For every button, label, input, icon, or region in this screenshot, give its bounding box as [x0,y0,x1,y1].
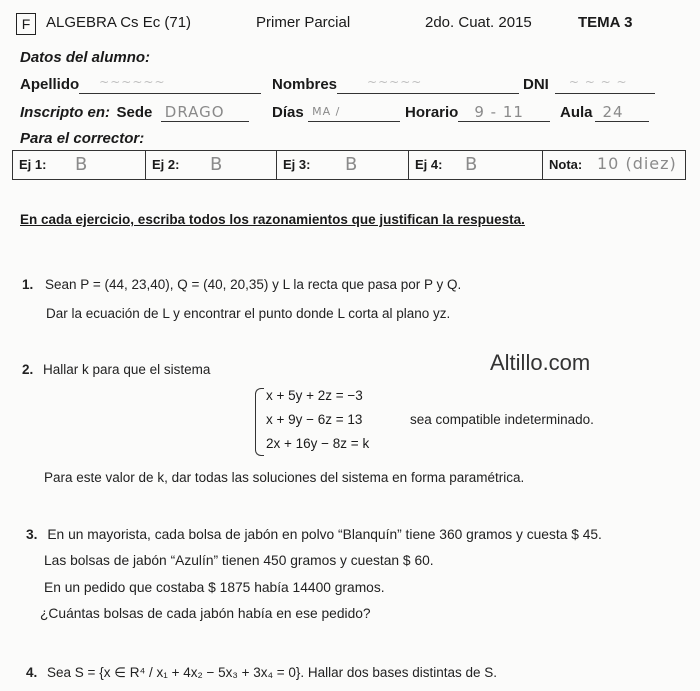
exercise-2-text: Hallar k para que el sistema [43,362,211,377]
apellido-row [20,76,261,94]
exercise-4-number: 4. [26,665,38,680]
horario-label: Horario [405,104,459,121]
exercise-1-number: 1. [22,277,34,292]
altillo-watermark: Altillo.com [490,350,591,375]
term: 2do. Cuat. 2015 [425,14,532,31]
exercise-3-line4: ¿Cuántas bolsas de cada jabón había en ese pedido? [40,606,371,621]
sede-value: DRAGO [164,103,225,121]
exercise-3-text: En un mayorista, cada bolsa de jabón en polvo “Blanquín” tiene 360 gramos y cuesta $ 45. [47,527,602,542]
system-eq2: x + 9y − 6z = 13 [266,412,363,427]
nota-label: Nota: [549,157,583,172]
apellido-field[interactable]: ~~~~~~ [79,79,261,94]
dias-value: MA / [312,105,341,118]
aula-field[interactable] [595,103,649,122]
nombres-label: Nombres [272,76,338,93]
dni-label: DNI [523,76,549,93]
dni-field[interactable]: ~ ~ ~ ~ [555,79,655,94]
exercise-3-line2: Las bolsas de jabón “Azulín” tienen 450 gramos y cuestan $ 60. [44,553,434,568]
horario-value: 9 - 11 [474,103,524,121]
exercise-1-line1 [22,277,461,292]
system-condition: sea compatible indeterminado. [410,412,594,427]
grader-table [12,150,686,180]
ej1-label: Ej 1: [19,157,47,172]
ej4-label: Ej 4: [415,157,443,172]
dias-field[interactable] [308,107,400,122]
instruction: En cada ejercicio, escriba todos los razonamientos que justifican la respuesta. [20,212,525,227]
horario-row [405,104,550,122]
student-section-title: Datos del alumno: [20,49,151,66]
dias-row [272,104,400,122]
sede-field[interactable] [161,103,249,122]
exam-version-box: F [16,13,36,35]
grade-cell-ej1 [13,151,146,179]
dni-row [523,76,655,94]
nombres-row [272,76,519,94]
exercise-4-text: Sea S = {x ∈ R⁴ / x₁ + 4x₂ − 5x₃ + 3x₄ = 0}. Hallar dos bases distintas de S. [47,665,498,680]
corrector-title: Para el corrector: [20,130,145,147]
ej1-mark: B [75,154,89,175]
ej4-mark: B [465,154,479,175]
grade-cell-ej4 [409,151,543,179]
nombres-field[interactable]: ~~~~~ [337,79,519,94]
horario-field[interactable] [458,103,550,122]
system-brace [255,388,264,456]
grade-cell-ej3 [277,151,409,179]
exercise-3-line1 [26,527,602,542]
exercise-1-line2: Dar la ecuación de L y encontrar el punto donde L corta al plano yz. [46,306,451,321]
exercise-2-line1 [22,362,210,377]
grade-cell-nota [543,151,685,179]
ej3-mark: B [345,154,359,175]
exercise-3-line3: En un pedido que costaba $ 1875 había 14400 gramos. [44,580,385,595]
aula-label: Aula [560,104,593,121]
exam-name: Primer Parcial [256,14,351,31]
course-title: ALGEBRA Cs Ec (71) [46,14,192,31]
ej2-label: Ej 2: [152,157,180,172]
dias-label: Días [272,104,304,121]
inscripto-label: Inscripto en: [20,104,111,121]
exercise-1-text: Sean P = (44, 23,40), Q = (40, 20,35) y L la recta que pasa por P y Q. [45,277,462,292]
aula-value: 24 [602,103,624,121]
exercise-2-number: 2. [22,362,34,377]
system-eq1: x + 5y + 2z = −3 [266,388,363,403]
exercise-3-number: 3. [26,527,38,542]
exercise-4-line [26,665,497,681]
nota-value: 10 (diez) [597,154,677,173]
inscripto-row [20,104,249,122]
grade-cell-ej2 [146,151,277,179]
apellido-label: Apellido [20,76,80,93]
system-eq3: 2x + 16y − 8z = k [266,436,370,451]
sede-label: Sede [116,104,153,121]
tema: TEMA 3 [578,14,633,31]
aula-row [560,104,649,122]
ej3-label: Ej 3: [283,157,311,172]
exercise-2-line2: Para este valor de k, dar todas las soluciones del sistema en forma paramétrica. [44,470,525,485]
ej2-mark: B [210,154,224,175]
